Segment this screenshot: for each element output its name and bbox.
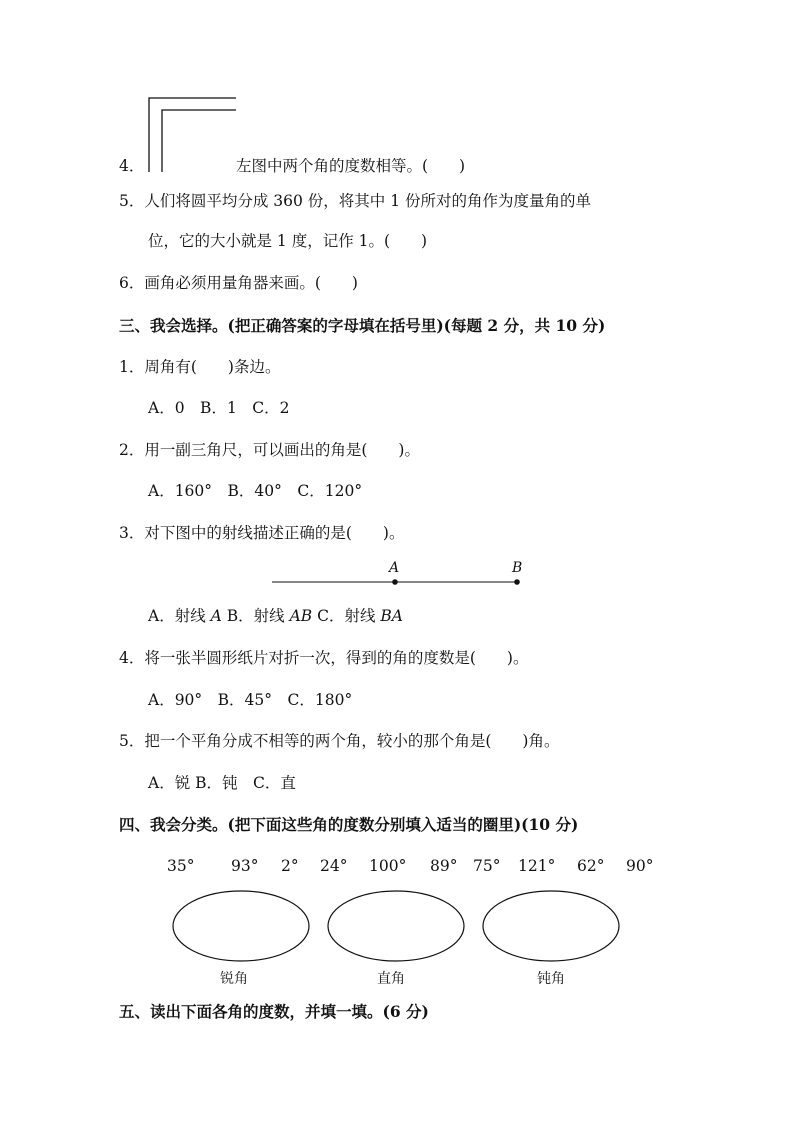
point-a-label: A <box>389 560 400 576</box>
degree-item: 2° <box>281 857 299 875</box>
nested-angles-figure <box>149 98 236 172</box>
degree-item: 121° <box>518 857 556 875</box>
judge-q5-line2: 位，它的大小就是 1 度，记作 1。( ) <box>148 232 428 250</box>
classify-heading: 四、我会分类。(把下面这些角的度数分别填入适当的圈里)(10 分) <box>119 815 579 834</box>
classify-ovals <box>173 891 619 961</box>
opt-a-var: A <box>210 607 222 625</box>
judge-q4-text: 左图中两个角的度数相等。( ) <box>236 157 466 175</box>
choice-q3-options <box>148 606 403 626</box>
choice-q3-stem: 3．对下图中的射线描述正确的是( )。 <box>119 524 405 542</box>
degree-item: 24° <box>320 857 348 875</box>
judge-q5-line1: 5．人们将圆平均分成 360 份，将其中 1 份所对的角作为度量角的单 <box>119 192 592 210</box>
point-a-dot <box>392 579 398 585</box>
opt-b-var: AB <box>289 607 313 625</box>
choice-q4-options: A．90° B．45° C．180° <box>148 691 353 709</box>
choice-q5-options: A．锐 B．钝 C．直 <box>148 774 296 792</box>
choice-q5-stem: 5．把一个平角分成不相等的两个角，较小的那个角是( )角。 <box>119 732 560 750</box>
opt-c-prefix: C．射线 <box>312 607 381 625</box>
choice-q2-options: A．160° B．40° C．120° <box>148 482 363 500</box>
inner-angle <box>162 110 236 172</box>
ray-figure <box>272 579 520 585</box>
degree-item: 100° <box>369 857 407 875</box>
choice-heading: 三、我会选择。(把正确答案的字母填在括号里)(每题 2 分，共 10 分) <box>119 316 606 335</box>
choice-q2-stem: 2．用一副三角尺，可以画出的角是( )。 <box>119 441 420 459</box>
point-b-label: B <box>512 560 523 576</box>
degree-item: 93° <box>231 857 259 875</box>
oval-label-right: 直角 <box>377 971 405 987</box>
right-oval[interactable] <box>328 891 464 961</box>
read-heading: 五、读出下面各角的度数，并填一填。(6 分) <box>119 1002 429 1021</box>
judge-q4-number: 4． <box>119 157 145 175</box>
degree-item: 75° <box>473 857 501 875</box>
point-b-dot <box>514 579 520 585</box>
choice-q1-options: A．0 B．1 C．2 <box>148 399 290 417</box>
judge-q6: 6．画角必须用量角器来画。( ) <box>119 274 358 292</box>
oval-label-obtuse: 钝角 <box>537 971 565 987</box>
degree-item: 89° <box>430 857 458 875</box>
opt-a-prefix: A．射线 <box>148 607 211 625</box>
degree-item: 35° <box>167 857 195 875</box>
opt-b-prefix: B．射线 <box>221 607 290 625</box>
opt-c-var: BA <box>380 607 403 625</box>
obtuse-oval[interactable] <box>483 891 619 961</box>
choice-q1-stem: 1．周角有( )条边。 <box>119 358 281 376</box>
choice-q4-stem: 4．将一张半圆形纸片对折一次，得到的角的度数是( )。 <box>119 649 529 667</box>
acute-oval[interactable] <box>173 891 309 961</box>
degree-item: 90° <box>626 857 654 875</box>
degree-item: 62° <box>577 857 605 875</box>
oval-label-acute: 锐角 <box>220 971 248 987</box>
